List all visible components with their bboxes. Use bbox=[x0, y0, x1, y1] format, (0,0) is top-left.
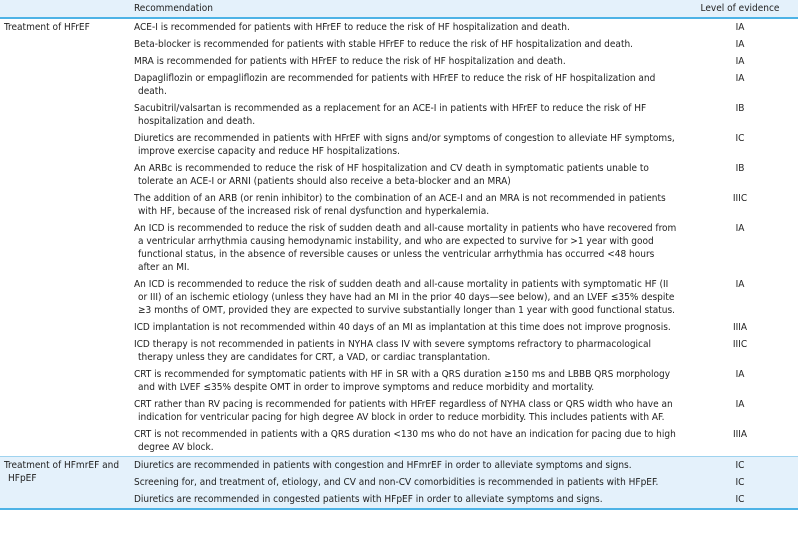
recommendation-text: An ICD is recommended to reduce the risk of sudden death and all-cause mortality in patients who have recovered from a ventricular arrhythmia causing hemodynamic instability, and who are expected to survive for >1 year with good functional status, in the absence of reversible causes or unless the ventricular arrhythmia has occurred <48 hours after an MI. bbox=[134, 223, 677, 273]
recommendation-cell bbox=[130, 426, 682, 457]
level-of-evidence: IIIC bbox=[732, 339, 748, 350]
recommendation-text: ICD therapy is not recommended in patients in NYHA class IV with severe symptoms refractory to pharmacological therapy unless they are candidates for CRT, a VAD, or cardiac transplantation. bbox=[134, 339, 651, 363]
recommendation-cell bbox=[130, 100, 682, 130]
recommendation-cell bbox=[130, 190, 682, 220]
header-recommendation: Recommendation bbox=[134, 3, 214, 14]
group-hfref bbox=[0, 18, 798, 457]
level-of-evidence: IC bbox=[735, 477, 745, 488]
recommendation-text: The addition of an ARB (or renin inhibitor) to the combination of an ACE-I and an MRA is not recommended in patients with HF, because of the increased risk of renal dysfunction and hyperkalemia. bbox=[134, 193, 666, 217]
recommendation-text: ICD implantation is not recommended within 40 days of an MI as implantation at this time does not improve prognosis. bbox=[134, 322, 671, 333]
recommendation-cell bbox=[130, 276, 682, 319]
recommendation-text: CRT rather than RV pacing is recommended for patients with HFrEF regardless of NYHA class or QRS width who have an indication for ventricular pacing for high degree AV block in order to reduce morbidity. This includes patients with AF. bbox=[134, 399, 673, 423]
recommendation-cell bbox=[130, 491, 682, 509]
level-of-evidence: IIIA bbox=[732, 429, 748, 440]
recommendation-cell bbox=[130, 70, 682, 100]
recommendation-text: ACE-I is recommended for patients with HFrEF to reduce the risk of HF hospitalization and death. bbox=[134, 22, 570, 33]
table-row bbox=[0, 457, 798, 475]
recommendation-cell bbox=[130, 474, 682, 491]
header-row bbox=[0, 0, 798, 18]
recommendation-text: CRT is not recommended in patients with a QRS duration <130 ms who do not have an indication for pacing due to high degree AV block. bbox=[134, 429, 676, 453]
level-of-evidence: IA bbox=[735, 223, 745, 234]
recommendation-text: An ICD is recommended to reduce the risk of sudden death and all-cause mortality in patients with symptomatic HF (II or III) of an ischemic etiology (unless they have had an MI in the prior 40 days—see below), and an LVEF ≤35% despite ≥3 months of OMT, provided they are expected to survive substantially longer than 1 year with good functional status. bbox=[134, 279, 676, 316]
level-of-evidence: IIIC bbox=[732, 193, 748, 204]
recommendation-text: Diuretics are recommended in patients with congestion and HFmrEF in order to alleviate symptoms and signs. bbox=[134, 460, 632, 471]
group-label-text: Treatment of HFrEF bbox=[4, 22, 90, 33]
level-of-evidence: IC bbox=[735, 460, 745, 471]
recommendation-text: MRA is recommended for patients with HFrEF to reduce the risk of HF hospitalization and death. bbox=[134, 56, 566, 67]
level-of-evidence: IA bbox=[735, 399, 745, 410]
group-label bbox=[0, 457, 130, 510]
recommendation-text: Diuretics are recommended in patients with HFrEF with signs and/or symptoms of congestion to alleviate HF symptoms, improve exercise capacity and reduce HF hospitalizations. bbox=[134, 133, 675, 157]
level-of-evidence: IA bbox=[735, 39, 745, 50]
level-of-evidence: IB bbox=[735, 103, 745, 114]
recommendation-cell bbox=[130, 36, 682, 53]
recommendation-cell bbox=[130, 396, 682, 426]
level-of-evidence: IA bbox=[735, 56, 745, 67]
level-of-evidence: IIIA bbox=[732, 322, 748, 333]
recommendation-cell bbox=[130, 130, 682, 160]
recommendation-cell bbox=[130, 336, 682, 366]
recommendation-cell bbox=[130, 319, 682, 336]
level-of-evidence: IC bbox=[735, 133, 745, 144]
recommendation-text: Sacubitril/valsartan is recommended as a replacement for an ACE-I in patients with HFrEF to reduce the risk of HF hospitalization and death. bbox=[134, 103, 647, 127]
recommendation-cell bbox=[130, 53, 682, 70]
recommendation-text: An ARBc is recommended to reduce the risk of HF hospitalization and CV death in symptomatic patients unable to tolerate an ACE-I or ARNI (patients should also receive a beta-blocker and an MRA) bbox=[134, 163, 649, 187]
recommendation-cell bbox=[130, 220, 682, 276]
level-of-evidence: IB bbox=[735, 163, 745, 174]
recommendation-text: Dapagliflozin or empagliflozin are recommended for patients with HFrEF to reduce the risk of HF hospitalization and death. bbox=[134, 73, 656, 97]
level-of-evidence: IA bbox=[735, 369, 745, 380]
recommendation-cell bbox=[130, 457, 682, 475]
level-of-evidence: IA bbox=[735, 22, 745, 33]
recommendation-cell bbox=[130, 366, 682, 396]
header-group bbox=[0, 0, 130, 18]
level-of-evidence: IA bbox=[735, 279, 745, 290]
level-of-evidence: IC bbox=[735, 494, 745, 505]
recommendation-cell bbox=[130, 18, 682, 36]
group-label bbox=[0, 18, 130, 457]
table-row bbox=[0, 18, 798, 36]
recommendation-text: Beta-blocker is recommended for patients with stable HFrEF to reduce the risk of HF hospitalization and death. bbox=[134, 39, 634, 50]
recommendation-text: Diuretics are recommended in congested patients with HFpEF in order to alleviate symptoms and signs. bbox=[134, 494, 603, 505]
group-label-text: Treatment of HFmrEF and HFpEF bbox=[4, 460, 120, 484]
recommendation-text: CRT is recommended for symptomatic patients with HF in SR with a QRS duration ≥150 ms and LBBB QRS morphology and with LVEF ≤35% despite OMT in order to improve symptoms and reduce morbidity and mortality. bbox=[134, 369, 671, 393]
header-level-of-evidence: Level of evidence bbox=[700, 3, 780, 14]
recommendation-text: Screening for, and treatment of, etiology, and CV and non-CV comorbidities is recommended in patients with HFpEF. bbox=[134, 477, 659, 488]
level-of-evidence: IA bbox=[735, 73, 745, 84]
group-hfmref-hfpef bbox=[0, 457, 798, 510]
recommendation-cell bbox=[130, 160, 682, 190]
